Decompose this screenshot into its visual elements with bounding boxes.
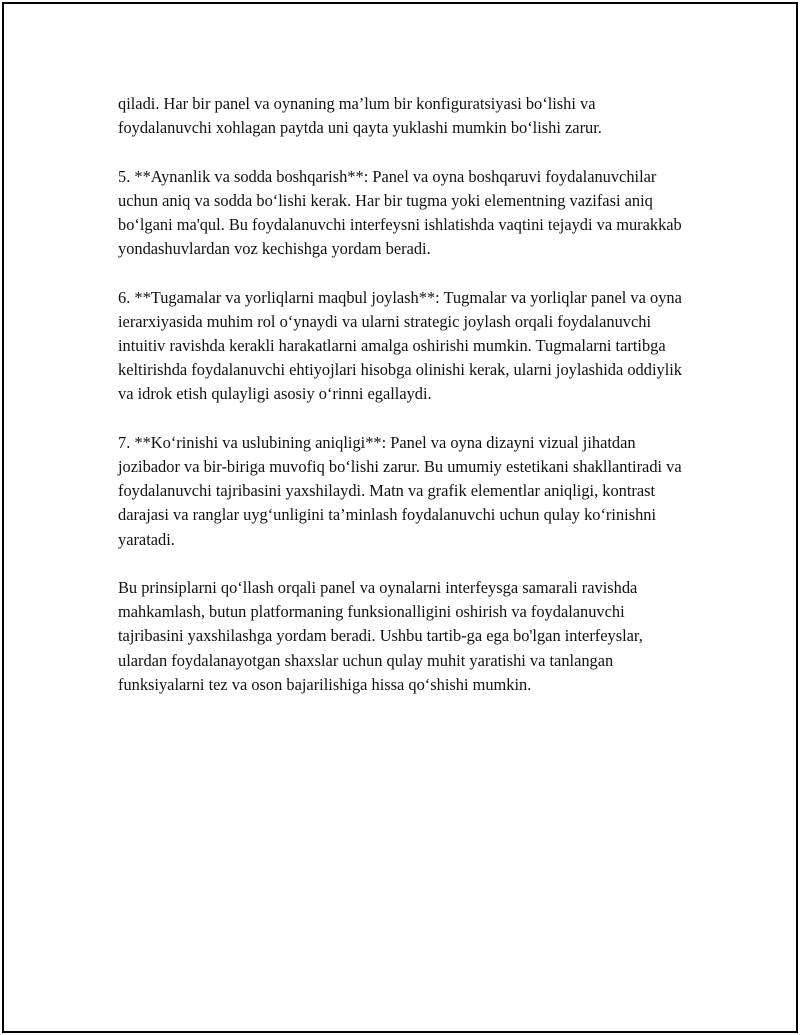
paragraph-continuation: qiladi. Har bir panel va oynaning ma’lum bir konfiguratsiyasi bo‘lishi va foydalanuvchi xohlagan paytda uni qayta yuklashi mumkin bo‘lishi zarur. bbox=[118, 94, 602, 138]
paragraph-item-6: 6. **Tugamalar va yorliqlarni maqbul joylash**: Tugmalar va yorliqlar panel va oyna ierarxiyasida muhim rol o‘ynaydi va ularni strategic joylash orqali foydalanuvchi intuitiv ravishda kerakli harakatlarni amalga oshirishi mumkin. Tugmalarni tartibga keltirishda foydalanuvchi ehtiyojlari hisobga olinishi kerak, ularni joylashida oddiylik va idrok etish qulayligi asosiy o‘rinni egallaydi. bbox=[118, 287, 682, 404]
paragraph-conclusion: Bu prinsiplarni qo‘llash orqali panel va oynalarni interfeysga samarali ravishda mahkamlash, butun platformaning funksionalligini oshirish va foydalanuvchi tajribasini yaxshilashga yordam beradi. Ushbu tartib-ga ega bo'lgan interfeyslar, ulardan foydalanayotgan shaxslar uchun qulay muhit yaratishi va tanlangan funksiyalarni tez va oson bajarilishiga hissa qo‘shishi mumkin. bbox=[118, 578, 643, 694]
paragraph-item-5: 5. **Aynanlik va sodda boshqarish**: Panel va oyna boshqaruvi foydalanuvchilar uchun aniq va sodda bo‘lishi kerak. Har bir tugma yoki elementning vazifasi aniq bo‘lgani ma'qul. Bu foydalanuvchi interfeysni ishlatishda vaqtini tejaydi va murakkab yondashuvlardan voz kechishga yordam beradi. bbox=[118, 166, 682, 259]
document-body bbox=[118, 92, 688, 721]
paragraph-item-7: 7. **Ko‘rinishi va uslubining aniqligi**: Panel va oyna dizayni vizual jihatdan jozibador va bir-biriga muvofiq bo‘lishi zarur. Bu umumiy estetikani shakllantiradi va foydalanuvchi tajribasini yaxshilaydi. Matn va grafik elementlar aniqligi, kontrast darajasi va ranglar uyg‘unligini ta’minlash foydalanuvchi uchun qulay ko‘rinishni yaratadi. bbox=[118, 432, 682, 549]
